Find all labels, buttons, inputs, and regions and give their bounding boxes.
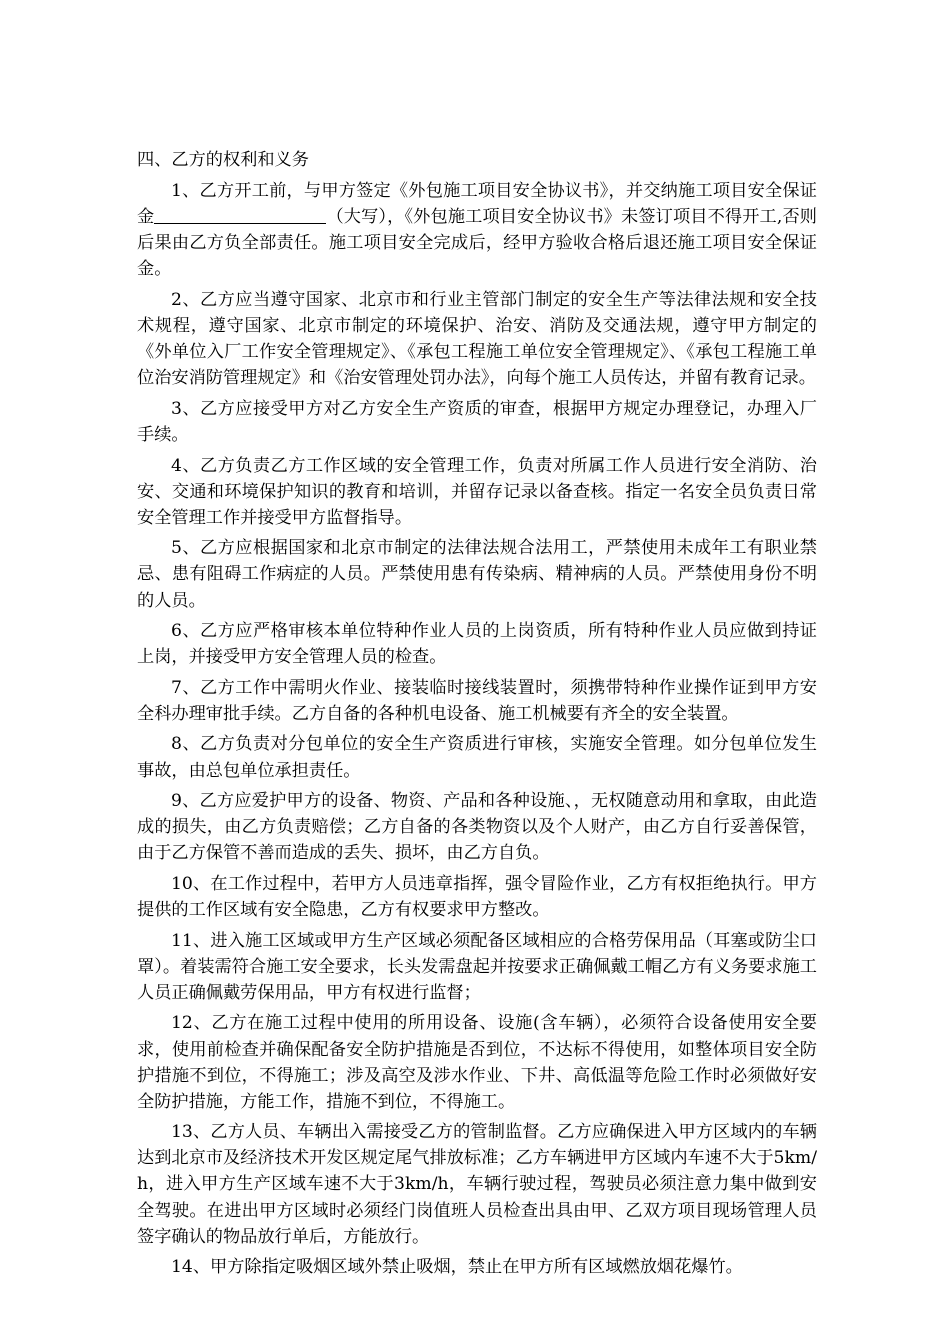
clause-11: 11、进入施工区域或甲方生产区域必须配备区域相应的合格劳保用品（耳塞或防尘口罩）。着装需符合施工安全要求，长头发需盘起并按要求正确佩戴工帽乙方有义务要求施工人员正确佩戴劳保用品，甲方有权进行监督； — [137, 930, 817, 1003]
clause-2: 2、乙方应当遵守国家、北京市和行业主管部门制定的安全生产等法律法规和安全技术规程，遵守国家、北京市制定的环境保护、治安、消防及交通法规，遵守甲方制定的《外单位入厂工作安全管理规定》、《承包工程施工单位安全管理规定》、《承包工程施工单位治安消防管理规定》和《治安管理处罚办法》，向每个施工人员传达，并留有教育记录。 — [137, 289, 817, 389]
clause-12: 12、乙方在施工过程中使用的所用设备、设施(含车辆），必须符合设备使用安全要求，使用前检查并确保配备安全防护措施是否到位，不达标不得使用，如整体项目安全防护措施不到位，不得施工；涉及高空及涉水作业、下井、高低温等危险工作时必须做好安全防护措施，方能工作，措施不到位，不得施工。 — [137, 1013, 817, 1112]
document-page — [137, 147, 817, 1285]
clause-1 — [137, 178, 817, 282]
clause-1-text-after: （大写），《外包施工项目安全协议书》未签订项目不得开工,否则后果由乙方负全部责任。施工项目安全完成后，经甲方验收合格后退还施工项目安全保证金。 — [137, 207, 817, 280]
deposit-amount-blank — [154, 205, 326, 224]
section-heading: 四、乙方的权利和义务 — [137, 150, 309, 170]
clause-7: 7、乙方工作中需明火作业、接装临时接线装置时，须携带特种作业操作证到甲方安全科办理审批手续。乙方自备的各种机电设备、施工机械要有齐全的安全装置。 — [137, 677, 817, 724]
clause-13: 13、乙方人员、车辆出入需接受乙方的管制监督。乙方应确保进入甲方区域内的车辆达到北京市及经济技术开发区规定尾气排放标准；乙方车辆进甲方区域内车速不大于5km/h，进入甲方生产区域车速不大于3km/h，车辆行驶过程，驾驶员必须注意力集中做到安全驾驶。在进出甲方区域时必须经门岗值班人员检查出具由甲、乙双方项目现场管理人员签字确认的物品放行单后，方能放行。 — [137, 1122, 817, 1247]
clause-8: 8、乙方负责对分包单位的安全生产资质进行审核，实施安全管理。如分包单位发生事故，由总包单位承担责任。 — [137, 734, 817, 781]
clause-9: 9、乙方应爱护甲方的设备、物资、产品和各种设施、，无权随意动用和拿取，由此造成的损失，由乙方负责赔偿；乙方自备的各类物资以及个人财产，由乙方自行妥善保管，由于乙方保管不善而造成的丢失、损坏，由乙方自负。 — [137, 791, 817, 864]
clause-4: 4、乙方负责乙方工作区域的安全管理工作，负责对所属工作人员进行安全消防、治安、交通和环境保护知识的教育和培训，并留存记录以备查核。指定一名安全员负责日常安全管理工作并接受甲方监督指导。 — [137, 455, 817, 528]
clause-14: 14、甲方除指定吸烟区域外禁止吸烟，禁止在甲方所有区域燃放烟花爆竹。 — [171, 1257, 743, 1278]
clause-6: 6、乙方应严格审核本单位特种作业人员的上岗资质，所有特种作业人员应做到持证上岗，并接受甲方安全管理人员的检查。 — [137, 621, 817, 668]
clause-10: 10、在工作过程中，若甲方人员违章指挥，强令冒险作业，乙方有权拒绝执行。甲方提供的工作区域有安全隐患，乙方有权要求甲方整改。 — [137, 873, 817, 921]
clause-5: 5、乙方应根据国家和北京市制定的法律法规合法用工，严禁使用未成年工有职业禁忌、患有阻碍工作病症的人员。严禁使用患有传染病、精神病的人员。严禁使用身份不明的人员。 — [137, 538, 817, 611]
clause-3: 3、乙方应接受甲方对乙方安全生产资质的审查，根据甲方规定办理登记，办理入厂手续。 — [137, 398, 817, 445]
clause-1-text-before: 1、乙方开工前，与甲方签定《外包施工项目安全协议书》，并交纳施工项目安全保证金 — [137, 181, 817, 228]
